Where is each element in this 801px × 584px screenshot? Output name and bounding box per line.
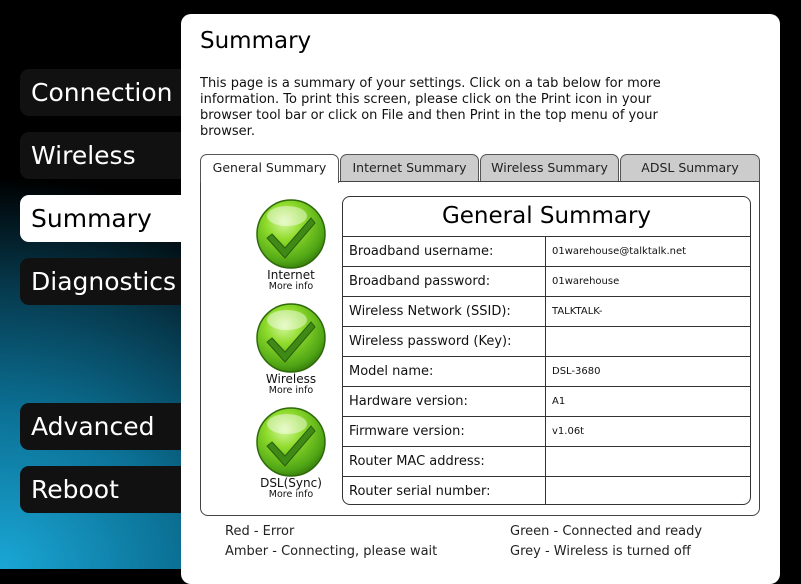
status-internet <box>241 198 341 292</box>
summary-table-title: General Summary <box>343 197 750 237</box>
legend-grey: Grey - Wireless is turned off <box>510 544 691 559</box>
table-row <box>343 327 750 357</box>
row-value: TALKTALK- <box>552 306 603 317</box>
row-value <box>546 447 750 476</box>
row-label: Broadband password: <box>343 267 546 296</box>
table-row <box>343 297 750 327</box>
nav-advanced[interactable]: Advanced <box>20 403 195 450</box>
dsl-more-info-link[interactable]: More info <box>268 489 314 500</box>
internet-more-info-link[interactable]: More info <box>268 281 314 292</box>
table-row <box>343 447 750 477</box>
row-value <box>546 477 750 505</box>
row-value <box>546 327 750 356</box>
row-value: 01warehouse@talktalk.net <box>552 246 687 257</box>
legend-green: Green - Connected and ready <box>510 524 703 539</box>
row-value: A1 <box>552 396 566 407</box>
row-label: Hardware version: <box>343 387 546 416</box>
status-ok-icon[interactable] <box>255 406 327 478</box>
tab-content-general <box>200 181 760 516</box>
row-label: Model name: <box>343 357 546 386</box>
tab-internet-summary[interactable]: Internet Summary <box>340 154 479 181</box>
row-label: Router MAC address: <box>343 447 546 476</box>
nav-connection[interactable]: Connection <box>20 69 195 116</box>
page-title: Summary <box>200 28 312 54</box>
tab-general-summary[interactable]: General Summary <box>200 154 339 183</box>
table-row <box>343 387 750 417</box>
intro-text: This page is a summary of your settings. Click on a tab below for more information. To print this screen, please click on the Print icon in your browser tool bar or click on File and then Print in the top menu of your browser. <box>200 76 661 139</box>
table-row <box>343 267 750 297</box>
general-summary-table <box>342 196 751 505</box>
row-label: Firmware version: <box>343 417 546 446</box>
nav-reboot[interactable]: Reboot <box>20 466 195 513</box>
status-internet-label: Internet <box>267 268 315 282</box>
status-dsl <box>241 406 341 500</box>
table-row <box>343 417 750 447</box>
status-ok-icon[interactable] <box>255 302 327 374</box>
status-wireless-label: Wireless <box>265 372 317 386</box>
nav-wireless[interactable]: Wireless <box>20 132 195 179</box>
tab-adsl-summary[interactable]: ADSL Summary <box>620 154 760 181</box>
tab-wireless-summary[interactable]: Wireless Summary <box>480 154 619 181</box>
legend-red: Red - Error <box>225 524 295 539</box>
row-value: DSL-3680 <box>552 366 601 377</box>
status-dsl-label: DSL(Sync) <box>260 476 322 490</box>
wireless-more-info-link[interactable]: More info <box>268 385 314 396</box>
row-label: Router serial number: <box>343 477 546 505</box>
nav-diagnostics[interactable]: Diagnostics <box>20 258 195 305</box>
table-row <box>343 477 750 505</box>
table-row <box>343 237 750 267</box>
row-value: 01warehouse <box>552 276 620 287</box>
table-row <box>343 357 750 387</box>
row-label: Wireless Network (SSID): <box>343 297 546 326</box>
legend-amber: Amber - Connecting, please wait <box>225 544 438 559</box>
nav-summary[interactable]: Summary <box>20 195 195 242</box>
row-value: v1.06t <box>552 426 585 437</box>
status-ok-icon[interactable] <box>255 198 327 270</box>
row-label: Broadband username: <box>343 237 546 266</box>
row-label: Wireless password (Key): <box>343 327 546 356</box>
status-wireless <box>241 302 341 396</box>
main-panel <box>181 14 780 584</box>
